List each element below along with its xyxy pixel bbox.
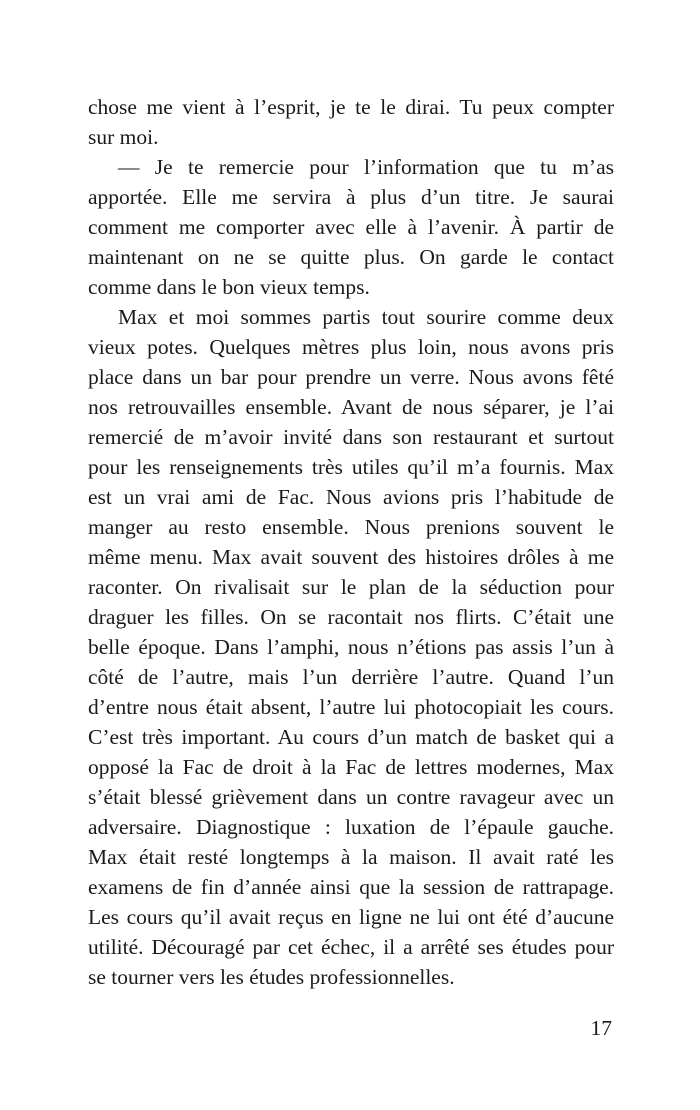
text-line: pour les renseignements très utiles qu’il m’a fournis. Max	[88, 455, 614, 479]
text-line: raconter. On rivalisait sur le plan de la séduction pour	[88, 575, 614, 599]
text-line: C’est très important. Au cours d’un match de basket qui a	[88, 725, 614, 749]
text-line: draguer les filles. On se racontait nos flirts. C’était une	[88, 605, 614, 629]
text-line: manger au resto ensemble. Nous prenions souvent le	[88, 515, 614, 539]
text-line: Max était resté longtemps à la maison. Il avait raté les	[88, 845, 614, 869]
text-line: adversaire. Diagnostique : luxation de l’épaule gauche.	[88, 815, 614, 839]
page-number: 17	[590, 1016, 612, 1040]
text-line: sur moi.	[88, 125, 159, 149]
text-line: est un vrai ami de Fac. Nous avions pris l’habitude de	[88, 485, 614, 509]
text-line: s’était blessé grièvement dans un contre ravageur avec un	[88, 785, 614, 809]
text-line: se tourner vers les études professionnelles.	[88, 965, 455, 989]
text-line: opposé la Fac de droit à la Fac de lettres modernes, Max	[88, 755, 614, 779]
text-line: vieux potes. Quelques mètres plus loin, nous avons pris	[88, 335, 614, 359]
text-line: apportée. Elle me servira à plus d’un titre. Je saurai	[88, 185, 614, 209]
text-line: comment me comporter avec elle à l’avenir. À partir de	[88, 215, 614, 239]
text-line: nos retrouvailles ensemble. Avant de nous séparer, je l’ai	[88, 395, 614, 419]
text-line: Max et moi sommes partis tout sourire comme deux	[118, 305, 614, 329]
text-line: — Je te remercie pour l’information que tu m’as	[118, 155, 614, 179]
text-line: remercié de m’avoir invité dans son restaurant et surtout	[88, 425, 614, 449]
text-line: examens de fin d’année ainsi que la session de rattrapage.	[88, 875, 614, 899]
text-line: belle époque. Dans l’amphi, nous n’étions pas assis l’un à	[88, 635, 614, 659]
text-line: côté de l’autre, mais l’un derrière l’autre. Quand l’un	[88, 665, 614, 689]
text-line: chose me vient à l’esprit, je te le dirai. Tu peux compter	[88, 95, 614, 119]
text-line: même menu. Max avait souvent des histoires drôles à me	[88, 545, 614, 569]
text-line: maintenant on ne se quitte plus. On garde le contact	[88, 245, 614, 269]
text-line: d’entre nous était absent, l’autre lui photocopiait les cours.	[88, 695, 614, 719]
body-text	[88, 92, 614, 992]
text-line: Les cours qu’il avait reçus en ligne ne lui ont été d’aucune	[88, 905, 614, 929]
text-line: comme dans le bon vieux temps.	[88, 275, 370, 299]
text-line: place dans un bar pour prendre un verre. Nous avons fêté	[88, 365, 614, 389]
text-line: utilité. Découragé par cet échec, il a arrêté ses études pour	[88, 935, 614, 959]
